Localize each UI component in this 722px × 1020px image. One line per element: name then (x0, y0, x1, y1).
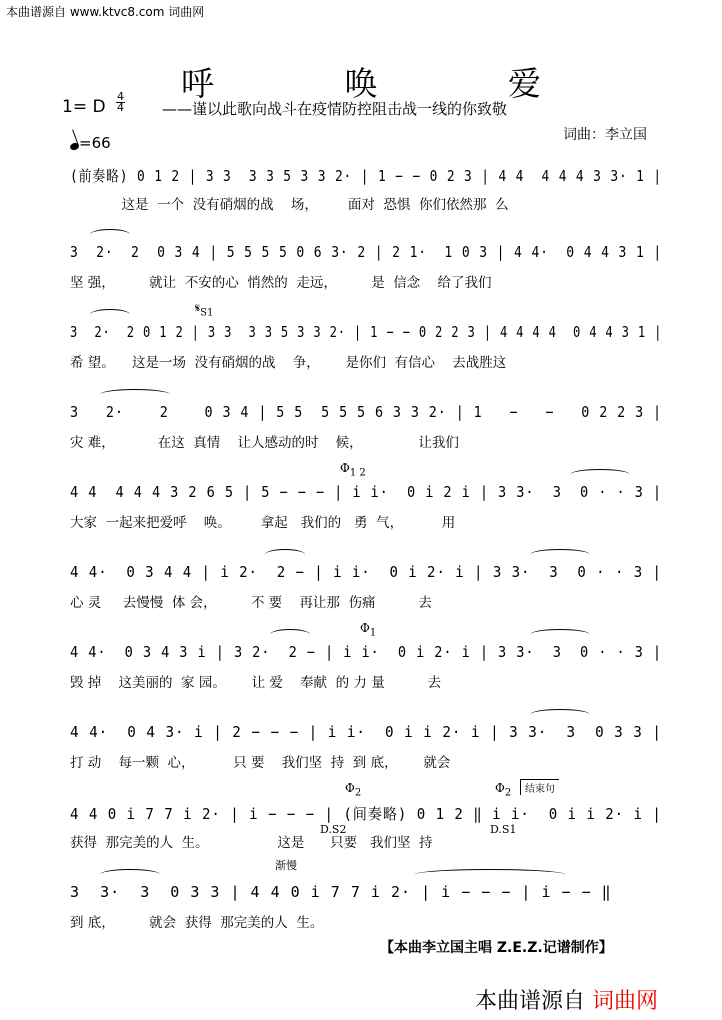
key-signature: 1= D (62, 97, 106, 117)
lyrics: 这是 一个 没有硝烟的战 场， 面对 恐惧 你们依然那 么 (70, 197, 509, 213)
coda-label: 2 (354, 787, 362, 799)
coda-label: 1 2 (349, 467, 366, 479)
coda-label: 2 (504, 787, 512, 799)
footer-text-b: 词曲网 (592, 989, 659, 1014)
score-line-4 (70, 403, 662, 463)
lyrics: 希 望。 这是一场 没有硝烟的战 争， 是你们 有信心 去战胜这 (70, 355, 507, 371)
slur (530, 549, 590, 560)
lyrics: 心 灵 去慢慢 体 会， 不 要 再让那 伤痛 去 (70, 595, 432, 611)
time-bottom: 4 (117, 101, 124, 114)
segno-mark: $𝄋_{S1}$ (195, 301, 214, 319)
slur (270, 629, 310, 640)
lyrics: 打 动 每一颗 心， 只 要 我们坚 持 到 底， 就会 (70, 755, 451, 771)
coda-mark: $\Phi_{1 2}$ (340, 461, 366, 479)
slur (570, 469, 630, 480)
time-top: 4 (117, 90, 124, 103)
site-header: 本曲谱源自 www.ktvc8.com 词曲网 (6, 5, 205, 19)
dedication: ——谨以此歌向战斗在疫情防控阻击战一线的你致敬 (162, 100, 508, 118)
score-line-5 (70, 461, 662, 543)
coda-label: 1 (369, 627, 377, 639)
ds1-mark: D.S1 (490, 823, 517, 836)
score-line-8 (70, 723, 662, 783)
footer-text-a: 本曲谱源自 (475, 989, 586, 1014)
coda-mark: $\Phi_1$ (360, 621, 377, 639)
notes: 4 4· 0 4 3· i | 2 − − − | i i· 0 i i 2· i | 3 3· 3 0 3 3 | (70, 723, 662, 741)
coda-mark: $\Phi_2$ (495, 781, 512, 799)
lyrics: 灾 难， 在这 真情 让人感动的时 候， 让我们 (70, 435, 459, 451)
slur (100, 869, 160, 880)
score-line-9 (70, 781, 662, 863)
tempo-marking: 渐慢 (275, 859, 297, 872)
slur (530, 709, 590, 720)
score-line-2 (70, 243, 662, 303)
notes: 4 4· 0 3 4 4 | i 2· 2 − | i i· 0 i 2· i | 3 3· 3 0 · · 3 | (70, 563, 662, 581)
slur (530, 629, 590, 640)
slur (90, 309, 130, 320)
tempo-value: =66 (79, 134, 111, 152)
ending-bracket: 结束句 (520, 779, 559, 795)
slur (415, 869, 565, 880)
lyrics: 毁 掉 这美丽的 家 园。 让 爱 奉献 的 力 量 去 (70, 675, 442, 691)
time-signature (116, 92, 125, 113)
footer-brand (475, 984, 658, 1015)
notes: 3 2· 2 0 3 4 | 5 5 5 5 0 6 3· 2 | 2 1· 1 0 3 | 4 4· 0 4 4 3 1 | (70, 243, 663, 261)
slur (90, 229, 130, 240)
score-line-1 (70, 165, 662, 225)
slur (100, 389, 170, 400)
segno-label: S1 (200, 307, 214, 319)
notes: 4 4 4 4 4 3 2 6 5 | 5 − − − | i i· 0 i 2 i | 3 3· 3 0 · · 3 | (70, 483, 662, 501)
lyrics: 大家 一起来把爱呼 唤。 拿起 我们的 勇 气， 用 (70, 515, 456, 531)
lyrics: 获得 那完美的人 生。 这是 只要 我们坚 持 (70, 835, 433, 851)
credit: 【本曲李立国主唱 Z.E.Z.记谱制作】 (380, 940, 613, 956)
notes: 4 4· 0 3 4 3 i | 3 2· 2 − | i i· 0 i 2· i | 3 3· 3 0 · · 3 | (70, 643, 662, 661)
notes: 3 3· 3 0 3 3 | 4 4 0 i 7 7 i 2· | i − − − | i − − ‖ (70, 883, 612, 901)
ds2-mark: D.S2 (320, 823, 347, 836)
score-line-7 (70, 621, 662, 703)
lyrics: 到 底， 就会 获得 那完美的人 生。 (70, 915, 324, 931)
notes: (前奏略) 0 1 2 | 3 3 3 3 5 3 3 2· | 1 − − 0 2 3 | 4 4 4 4 4 3 3· 1 | (70, 167, 662, 185)
notes: 3 2· 2 0 1 2 | 3 3 3 3 5 3 3 2· | 1 − − 0 2 2 3 | 4 4 4 4 0 4 4 3 1 | (70, 323, 663, 341)
slur (265, 549, 305, 560)
song-title: 呼 唤 爱 (181, 64, 601, 103)
notes: 4 4 0 i 7 7 i 2· | i − − − | (间奏略) 0 1 2 ‖ i i· 0 i i 2· i | (70, 805, 662, 823)
score-line-10 (70, 859, 662, 943)
score-line-3 (70, 301, 663, 383)
score-line-6 (70, 563, 662, 623)
notes: 3 2· 2 0 3 4 | 5 5 5 5 5 6 3 3 2· | 1 − − 0 2 2 3 | (70, 403, 663, 421)
coda-mark: $\Phi_2$ (345, 781, 362, 799)
lyrics: 坚 强， 就让 不安的心 悄然的 走远， 是 信念 给了我们 (70, 275, 492, 291)
lyricist: 词曲：李立国 (563, 127, 647, 143)
tempo (70, 134, 111, 152)
